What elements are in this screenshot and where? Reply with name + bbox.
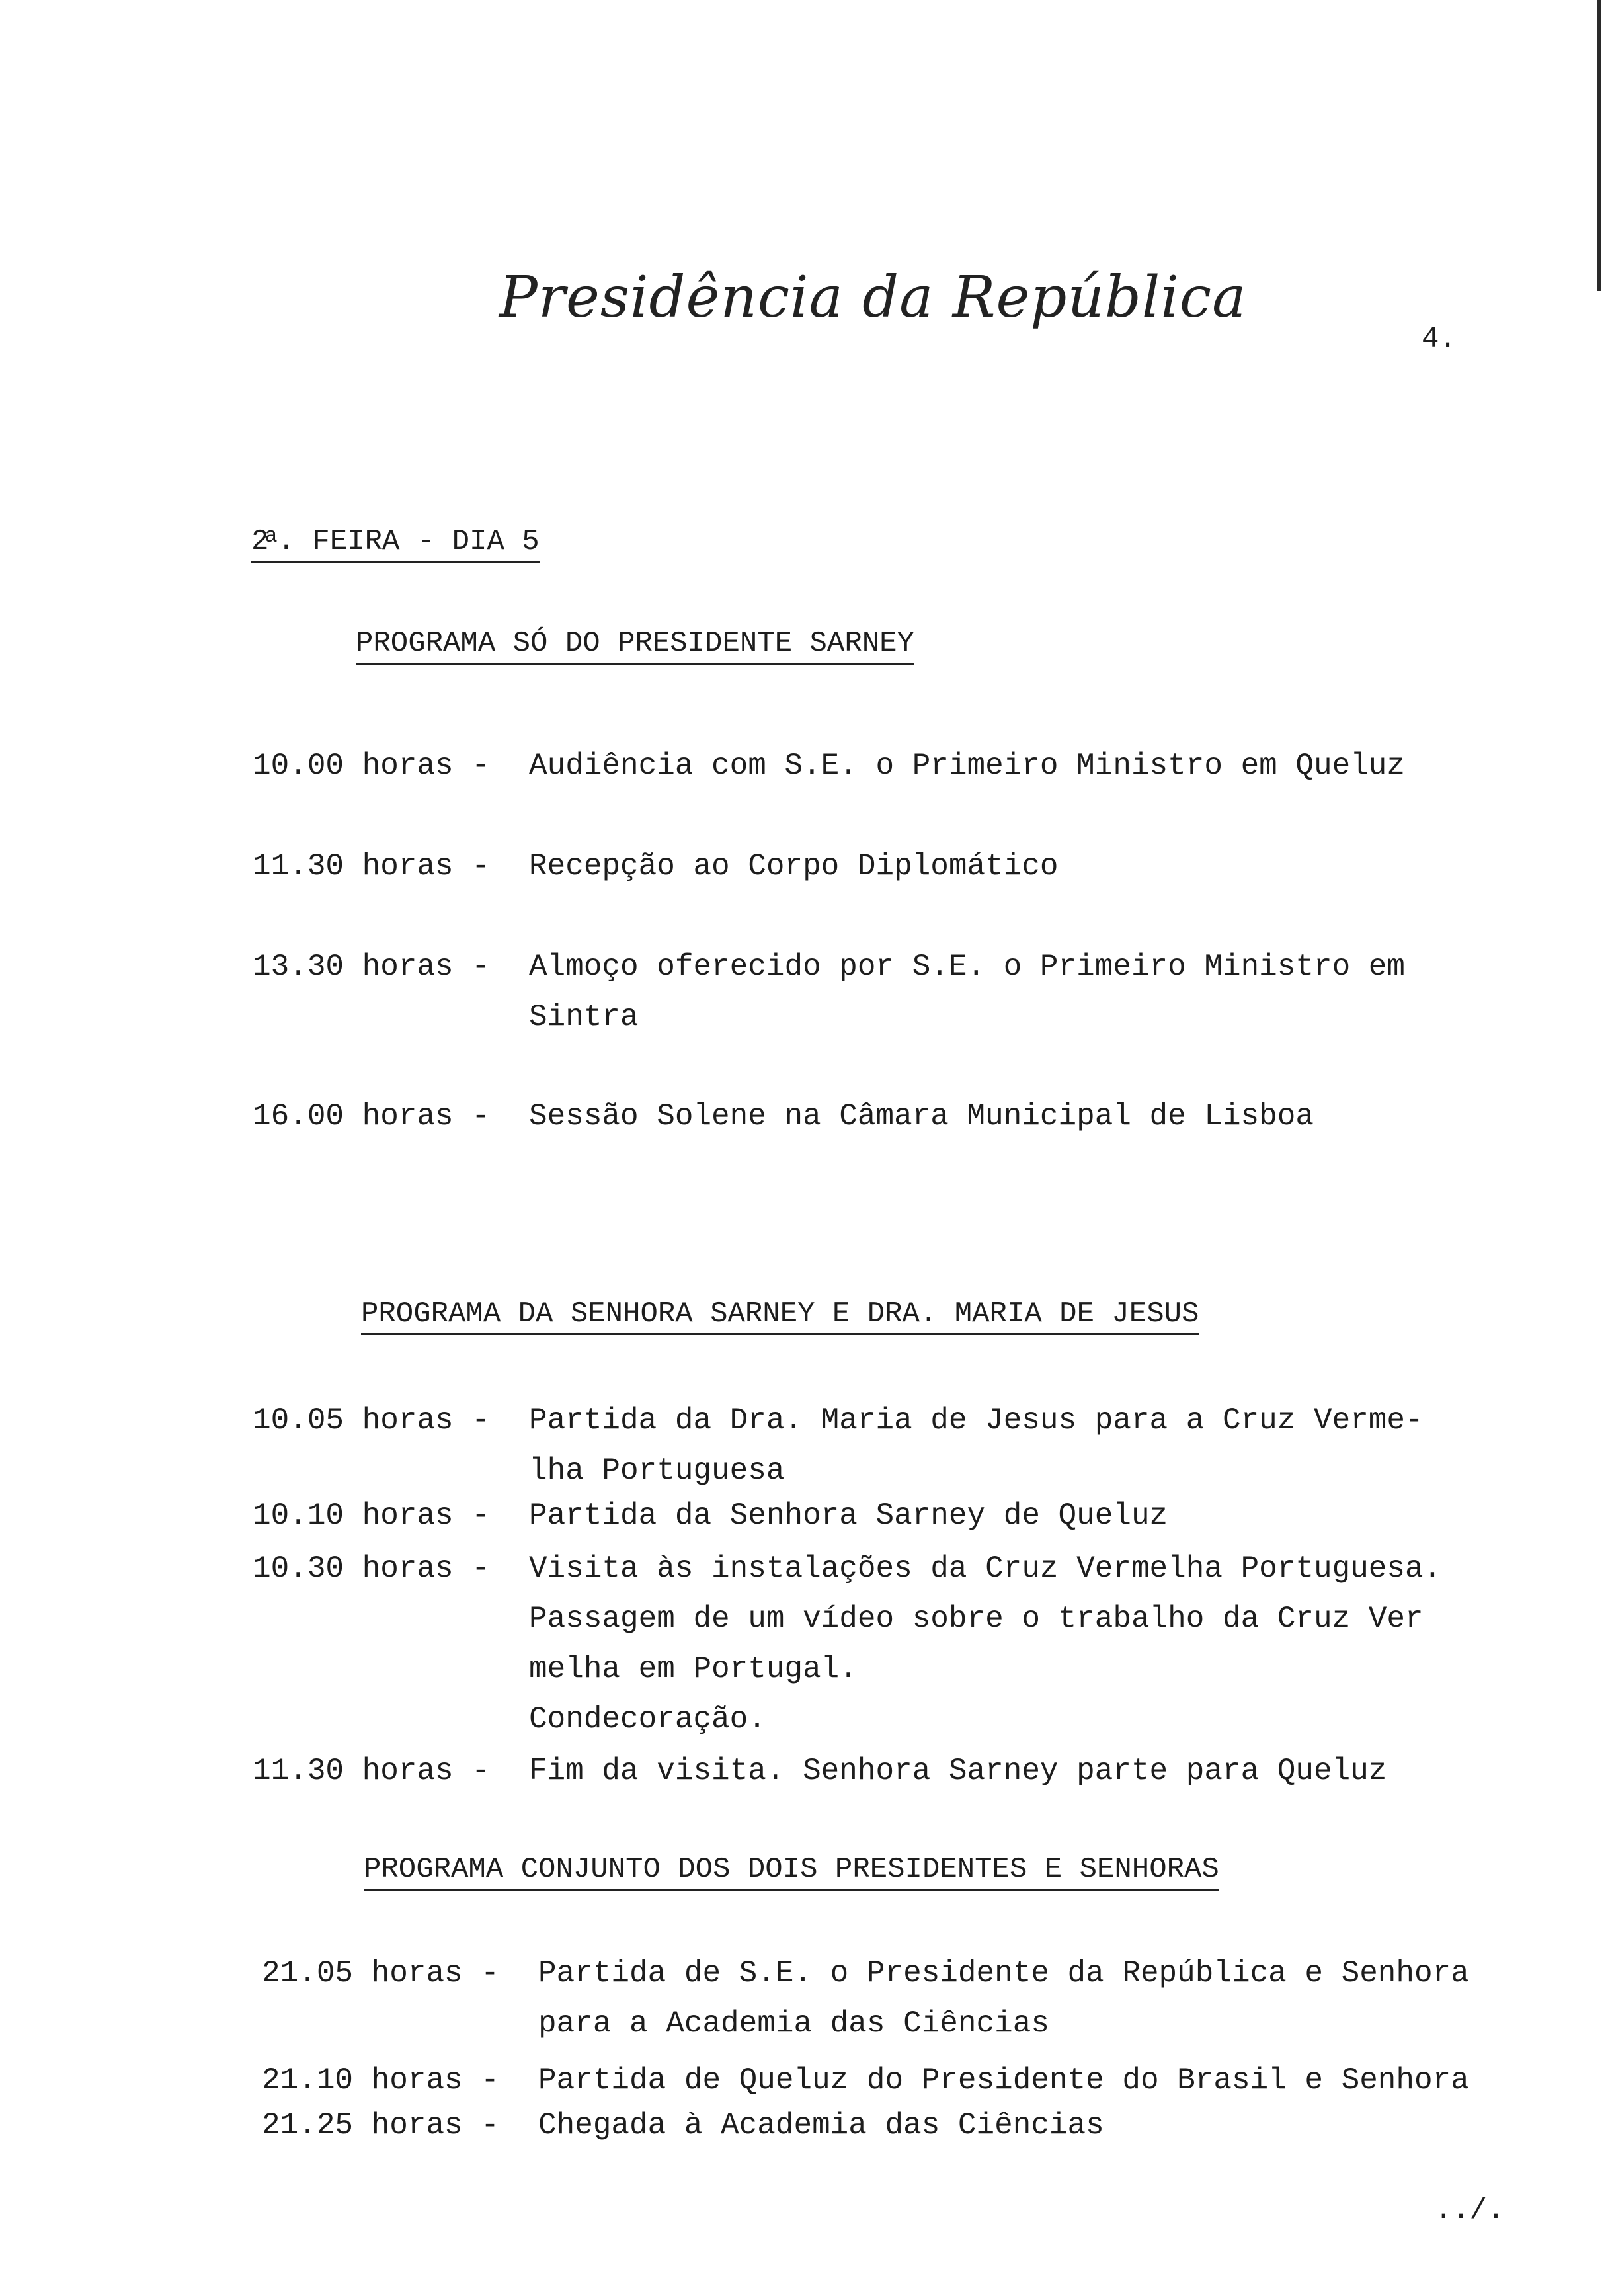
entry-time: 10.10 horas - bbox=[253, 1498, 490, 1533]
entry-line: Passagem de um vídeo sobre o trabalho da Cruz Ver bbox=[529, 1602, 1424, 1636]
entry-time: 21.10 horas - bbox=[262, 2063, 499, 2098]
day-heading bbox=[251, 524, 540, 563]
entry-description bbox=[529, 1746, 1387, 1796]
section-heading-ladies: PROGRAMA DA SENHORA SARNEY E DRA. MARIA DE JESUS bbox=[361, 1297, 1199, 1335]
entry-description bbox=[529, 942, 1405, 1042]
entry-time: 10.00 horas - bbox=[253, 749, 490, 783]
entry-description bbox=[529, 1395, 1424, 1496]
section-heading-president: PROGRAMA SÓ DO PRESIDENTE SARNEY bbox=[356, 627, 914, 665]
entry-description bbox=[529, 1543, 1441, 1744]
entry-line: Chegada à Academia das Ciências bbox=[538, 2108, 1104, 2143]
entry-line: melha em Portugal. bbox=[529, 1652, 858, 1686]
entry-time: 16.00 horas - bbox=[253, 1099, 490, 1133]
letterhead-script: Presidência da República bbox=[499, 265, 1247, 331]
entry-time: 10.05 horas - bbox=[253, 1403, 490, 1438]
scan-edge-line bbox=[1597, 0, 1601, 291]
entry-time: 11.30 horas - bbox=[253, 1754, 490, 1788]
entry-description bbox=[538, 2055, 1469, 2106]
entry-description bbox=[529, 741, 1405, 791]
day-heading-prefix: 2 bbox=[251, 525, 269, 559]
day-heading-superscript: a bbox=[264, 524, 278, 548]
entry-time: 21.05 horas - bbox=[262, 1956, 499, 1990]
entry-description bbox=[529, 1091, 1314, 1141]
section-heading-joint: PROGRAMA CONJUNTO DOS DOIS PRESIDENTES E SENHORAS bbox=[364, 1853, 1219, 1891]
entry-time: 10.30 horas - bbox=[253, 1551, 490, 1586]
entry-line: para a Academia das Ciências bbox=[538, 2006, 1049, 2041]
entry-line: Partida da Dra. Maria de Jesus para a Cruz Verme- bbox=[529, 1403, 1424, 1438]
entry-description bbox=[529, 841, 1059, 891]
entry-line: Sessão Solene na Câmara Municipal de Lisboa bbox=[529, 1099, 1314, 1133]
entry-time: 13.30 horas - bbox=[253, 950, 490, 984]
entry-line: Audiência com S.E. o Primeiro Ministro em Queluz bbox=[529, 749, 1406, 783]
entry-time: 21.25 horas - bbox=[262, 2108, 499, 2143]
entry-line: Partida de S.E. o Presidente da República e Senhora bbox=[538, 1956, 1469, 1990]
entry-line: lha Portuguesa bbox=[529, 1454, 785, 1488]
entry-description bbox=[538, 1948, 1469, 2049]
entry-time: 11.30 horas - bbox=[253, 849, 490, 883]
entry-description bbox=[529, 1491, 1168, 1541]
entry-line: Almoço oferecido por S.E. o Primeiro Ministro em bbox=[529, 950, 1406, 984]
continued-mark: ../. bbox=[1435, 2194, 1505, 2227]
day-heading-suffix: . FEIRA - DIA 5 bbox=[277, 525, 540, 559]
entry-line: Partida da Senhora Sarney de Queluz bbox=[529, 1498, 1168, 1533]
entry-line: Fim da visita. Senhora Sarney parte para Queluz bbox=[529, 1754, 1387, 1788]
entry-line: Visita às instalações da Cruz Vermelha Portuguesa. bbox=[529, 1551, 1442, 1586]
entry-line: Condecoração. bbox=[529, 1702, 766, 1737]
entry-line: Sintra bbox=[529, 1000, 639, 1034]
entry-line: Recepção ao Corpo Diplomático bbox=[529, 849, 1059, 883]
entry-description bbox=[538, 2100, 1104, 2151]
entry-line: Partida de Queluz do Presidente do Brasil e Senhora bbox=[538, 2063, 1469, 2098]
page-number: 4. bbox=[1422, 323, 1457, 356]
